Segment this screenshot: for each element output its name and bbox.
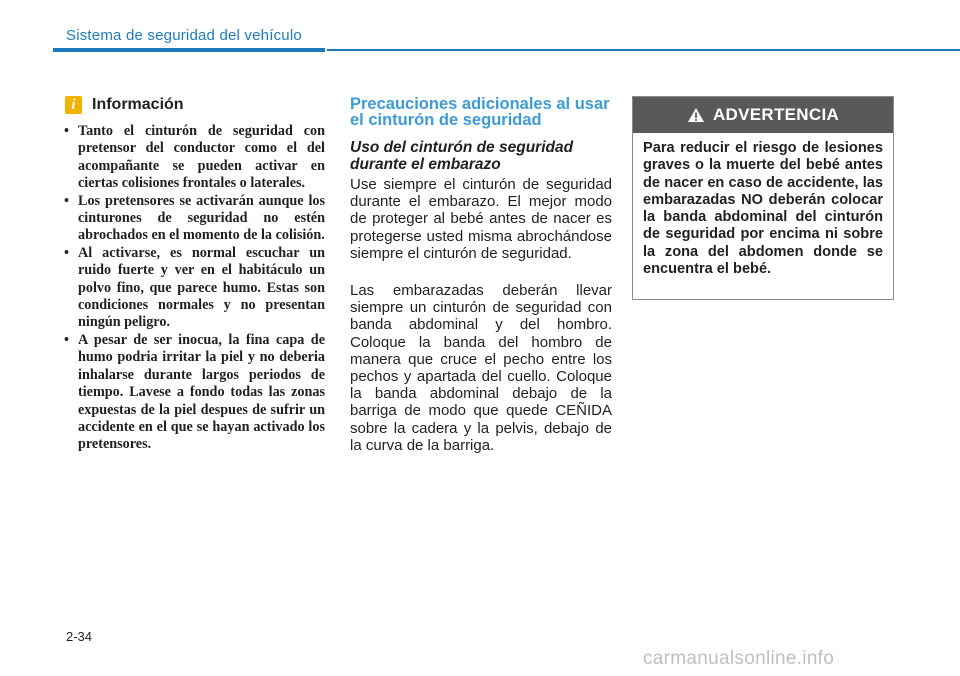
precautions-paragraph: Las embarazadas deberán llevar siempre un cinturón de seguridad con banda abdominal y del hombro. Coloque la banda del hombro de manera que cruce el pecho entre los pechos y apartada del cuello. Coloque la banda abdominal debajo de la barriga de modo que quede CEÑIDA sobre la cadera y la pelvis, debajo de la curva de la barriga.	[350, 282, 612, 454]
info-item: • Los pretensores se activarán aunque los cinturones de seguridad no estén abrochados en el momento de la colisión.	[62, 193, 325, 245]
warning-text: Para reducir el riesgo de lesiones graves o la muerte del bebé antes de nacer en caso de accidente, las embarazadas NO deberán colocar la banda abdominal del cinturón de seguridad por encima ni sobre la zona del abdomen donde se encuentra el bebé.	[643, 140, 883, 278]
section-title: Sistema de seguridad del vehículo	[66, 27, 302, 44]
header-rule-accent	[53, 48, 325, 52]
page-number: 2-34	[66, 629, 93, 644]
warning-triangle-icon	[687, 107, 705, 123]
precautions-subheading: Uso del cinturón de seguridad durante el embarazo	[350, 139, 574, 173]
warning-box	[632, 96, 894, 300]
precautions-heading: Precauciones adicionales al usar el cinturón de seguridad	[350, 95, 610, 129]
precautions-paragraph: Use siempre el cinturón de seguridad durante el embarazo. El mejor modo de proteger al bebé antes de nacer es protegerse usted misma abrochándose siempre el cinturón de seguridad.	[350, 176, 612, 262]
header-rule	[327, 49, 960, 51]
info-item: • Tanto el cinturón de seguridad con pretensor del conductor como el del acompañante se pueden activar en ciertas colisiones frontales o laterales.	[62, 123, 325, 193]
info-icon: i	[65, 96, 82, 114]
info-item: • A pesar de ser inocua, la fina capa de humo podria irritar la piel y no deberia inhalarse durante largos periodos de tiempo. Lavese a fondo todas las zonas expuestas de la piel despues de sufrir un accidente en el que se hayan activado los pretensores.	[62, 332, 325, 454]
watermark: carmanualsonline.info	[643, 648, 835, 669]
info-list	[62, 123, 325, 454]
warning-header	[633, 97, 893, 133]
warning-title: ADVERTENCIA	[712, 105, 840, 124]
info-heading	[65, 96, 184, 114]
info-title: Información	[92, 96, 184, 113]
info-item: • Al activarse, es normal escuchar un ruido fuerte y ver en el habitáculo un polvo fino, que parece humo. Estas son condiciones normales y no presentan ningún peligro.	[62, 245, 325, 332]
